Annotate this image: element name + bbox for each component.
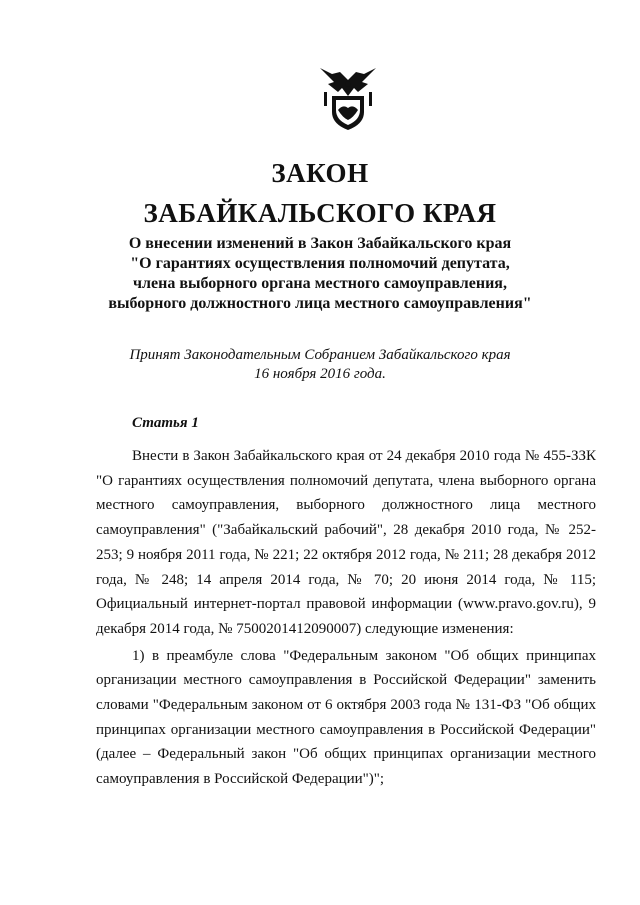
- law-title: ЗАКОН: [271, 158, 369, 188]
- law-subtitle: [0, 234, 640, 314]
- adoption-note: [0, 346, 640, 384]
- article-heading: Статья 1: [132, 415, 199, 431]
- article-body: [96, 444, 596, 794]
- subtitle-line: "О гарантиях осуществления полномочий депутата,: [130, 255, 510, 272]
- subtitle-line: члена выборного органа местного самоуправления,: [133, 275, 507, 292]
- subtitle-line: выборного должностного лица местного самоуправления": [108, 295, 532, 312]
- adoption-line: Принят Законодательным Собранием Забайкальского края: [129, 347, 511, 363]
- paragraph: Внести в Закон Забайкальского края от 24 декабря 2010 года № 455-ЗЗК "О гарантиях осуществления полномочий депутата, члена выборного органа местного самоуправления, выборного должностного лица местного самоуправления" ("Забайкальский рабочий", 28 декабря 2010 года, № 252-253; 9 ноября 2011 года, № 221; 22 октября 2012 года, № 211; 28 декабря 2012 года, № 248; 14 апреля 2014 года, № 70; 20 июня 2014 года, № 115; Официальный интернет-портал правовой информации (www.pravo.gov.ru), 9 декабря 2014 года, № 7500201412090007) следующие изменения:: [96, 448, 596, 637]
- adoption-date: 16 ноября 2016 года.: [254, 366, 386, 382]
- subtitle-line: О внесении изменений в Закон Забайкальского края: [128, 235, 512, 252]
- paragraph: 1) в преамбуле слова "Федеральным законом "Об общих принципах организации местного самоуправления в Российской Федерации" заменить словами "Федеральным законом от 6 октября 2003 года № 131-ФЗ "Об общих принципах организации местного самоуправления в Российской Федерации" (далее – Федеральный закон "Об общих принципах организации местного самоуправления в Российской Федерации")";: [96, 647, 596, 788]
- coat-of-arms-icon: [318, 62, 378, 132]
- region-title: ЗАБАЙКАЛЬСКОГО КРАЯ: [143, 198, 497, 228]
